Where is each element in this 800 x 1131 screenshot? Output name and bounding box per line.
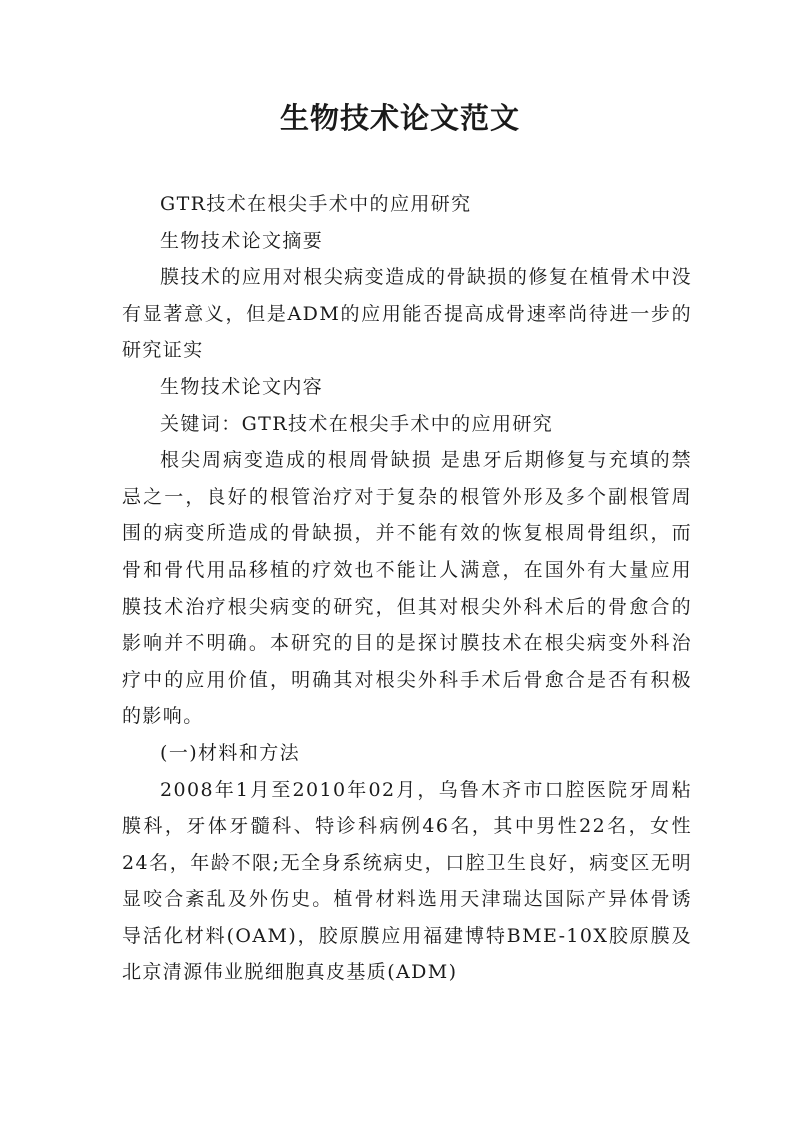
document-title: 生物技术论文范文: [279, 101, 520, 135]
document-body: [122, 186, 692, 991]
paragraph-methods: 2008年1月至2010年02月，乌鲁木齐市口腔医院牙周粘膜科，牙体牙髓科、特诊科病例46名，其中男性22名，女性24名，年龄不限;无全身系统病史，口腔卫生良好，病变区无明显咬合紊乱及外伤史。植骨材料选用天津瑞达国际产异体骨诱导活化材料(OAM)，胶原膜应用福建博特BME-10X胶原膜及北京清源伟业脱细胞真皮基质(ADM): [122, 778, 692, 984]
paragraph-section-heading: (一)材料和方法: [160, 741, 301, 764]
paragraph-abstract-heading: 生物技术论文摘要: [160, 229, 324, 252]
paragraph-abstract: 膜技术的应用对根尖病变造成的骨缺损的修复在植骨术中没有显著意义，但是ADM的应用能否提高成骨速率尚待进一步的研究证实: [122, 266, 692, 362]
paragraph-keywords: 关键词：GTR技术在根尖手术中的应用研究: [160, 412, 554, 435]
paragraph-subject: GTR技术在根尖手术中的应用研究: [160, 193, 472, 215]
paragraph-introduction: 根尖周病变造成的根周骨缺损 是患牙后期修复与充填的禁忌之一，良好的根管治疗对于复杂的根管外形及多个副根管周围的病变所造成的骨缺损，并不能有效的恢复根周骨组织，而骨和骨代用品移植的疗效也不能让人满意，在国外有大量应用膜技术治疗根尖病变的研究，但其对根尖外科术后的骨愈合的影响并不明确。本研究的目的是探讨膜技术在根尖病变外科治疗中的应用价值，明确其对根尖外科手术后骨愈合是否有积极的影响。: [122, 449, 692, 728]
paragraph-content-heading: 生物技术论文内容: [160, 375, 324, 398]
